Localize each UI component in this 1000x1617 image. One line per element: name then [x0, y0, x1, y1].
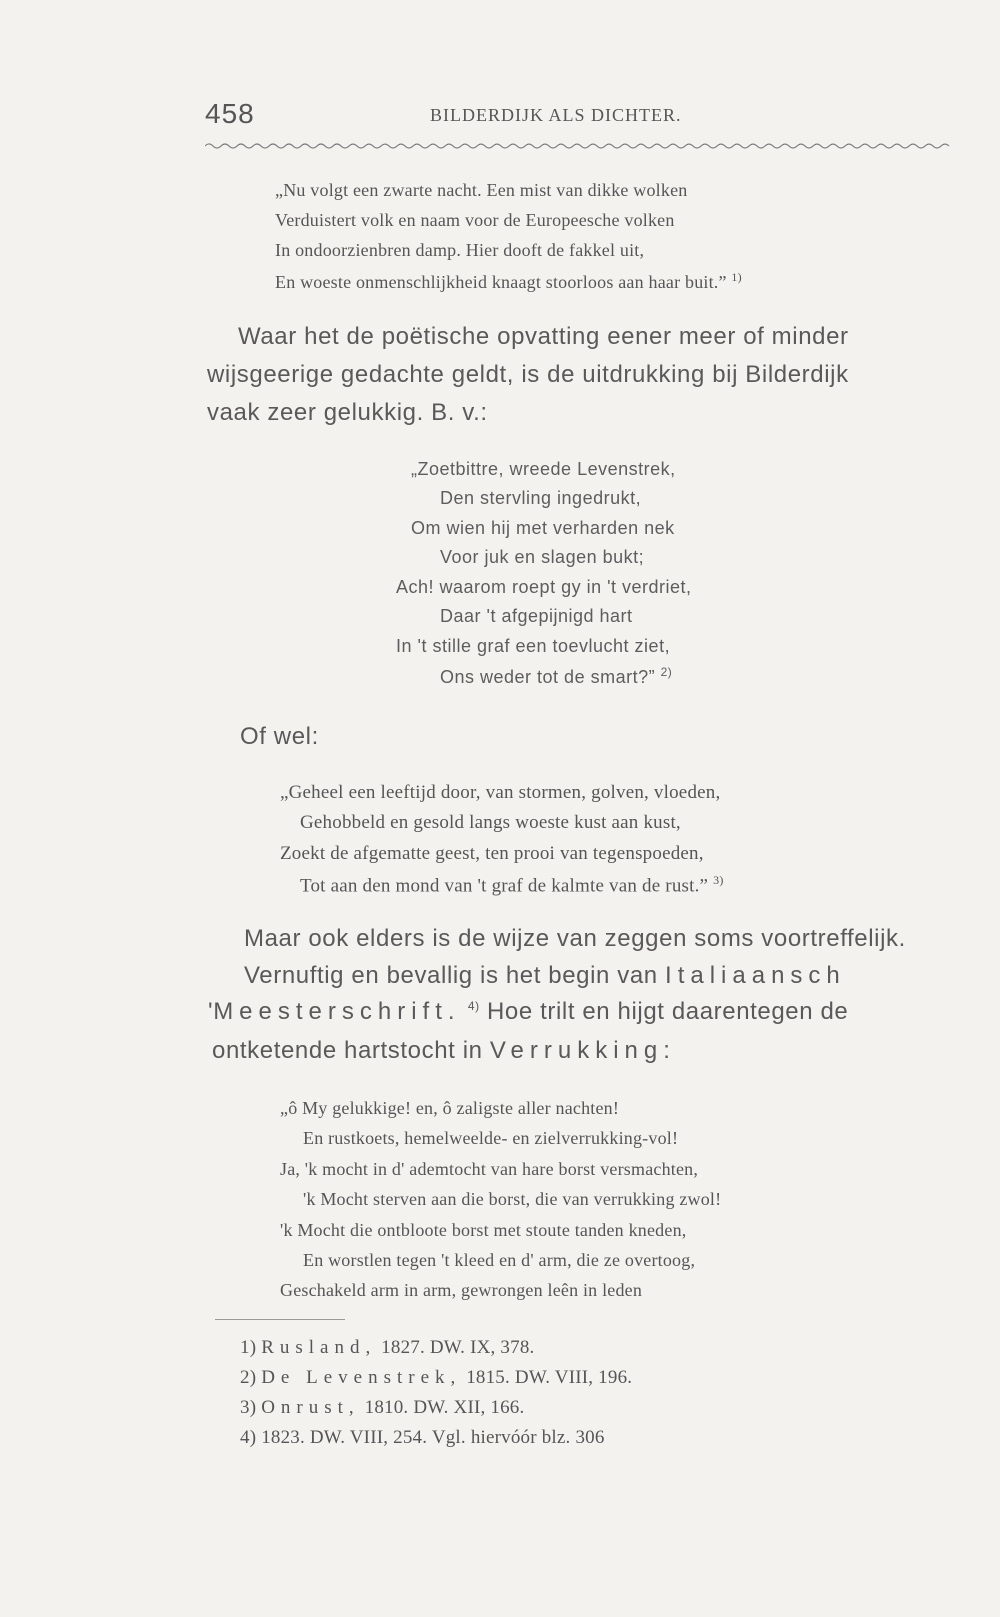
paragraph2-line-2: [244, 962, 846, 990]
footnote-rule: [215, 1319, 345, 1320]
footnote-reference: 1827. DW. IX, 378.: [381, 1337, 535, 1358]
poem2-footnote-marker: 2): [660, 665, 673, 679]
poem1-line-1: „Nu volgt een zwarte nacht. Een mist van dikke wolken: [275, 180, 688, 200]
footnote-number: 3): [240, 1397, 257, 1418]
footnote-reference: 1815. DW. VIII, 196.: [466, 1367, 633, 1388]
paragraph1-line-3: vaak zeer gelukkig. B. v.:: [207, 399, 488, 426]
footnote-reference: 1823. DW. VIII, 254. Vgl. hiervóór blz. 306: [261, 1427, 605, 1448]
scan-mark: ': [208, 998, 214, 1025]
poem1-line-4: [275, 270, 742, 293]
poem4-line-7: Geschakeld arm in arm, gewrongen leên in leden: [280, 1280, 643, 1300]
footnote-4: [240, 1427, 605, 1449]
poem2-line-3: Om wien hij met verharden nek: [411, 518, 675, 538]
poem1-line-3: In ondoorzienbren damp. Hier dooft de fakkel uit,: [275, 240, 645, 260]
poem4-line-1: „ô My gelukkige! en, ô zaligste aller nachten!: [280, 1098, 620, 1118]
poem3-footnote-marker: 3): [713, 873, 724, 887]
poem2-line-6: Daar 't afgepijnigd hart: [440, 606, 633, 626]
of-wel-label: Of wel:: [240, 723, 319, 750]
footnote-number: 1): [240, 1337, 257, 1358]
poem2-line-8-text: Ons weder tot de smart?”: [440, 667, 656, 687]
poem2-line-7: In 't stille graf een toevlucht ziet,: [396, 636, 671, 656]
paragraph2-line-4: [212, 1037, 676, 1065]
paragraph2-line-1: Maar ook elders is de wijze van zeggen soms voortreffelijk.: [244, 925, 906, 952]
poem1-line-4-text: En woeste onmenschlijkheid knaagt stoorloos aan haar buit.”: [275, 272, 727, 292]
poem4-line-5: 'k Mocht die ontbloote borst met stoute tanden kneden,: [280, 1220, 687, 1240]
verrukking-title: Verrukking:: [489, 1037, 676, 1064]
poem4-line-4: 'k Mocht sterven aan die borst, die van verrukking zwol!: [303, 1189, 722, 1209]
poem2-line-1: „Zoetbittre, wreede Levenstrek,: [411, 459, 676, 479]
poem3-line-3: Zoekt de afgematte geest, ten prooi van tegenspoeden,: [280, 843, 704, 864]
paragraph1-line-2: wijsgeerige gedachte geldt, is de uitdrukking bij Bilderdijk: [207, 361, 849, 388]
poem1-footnote-marker: 1): [731, 270, 742, 284]
poem1-line-2: Verduistert volk en naam voor de Europeesche volken: [275, 210, 675, 230]
poem3-line-4-text: Tot aan den mond van 't graf de kalmte van de rust.”: [300, 875, 709, 897]
page-number: 458: [205, 98, 255, 129]
poem3-line-4: [300, 873, 724, 897]
poem4-line-3: Ja, 'k mocht in d' ademtocht van hare borst versmachten,: [280, 1159, 699, 1179]
footnote-work-title: De Levenstrek,: [261, 1367, 462, 1388]
paragraph2-footnote-marker: 4): [467, 999, 480, 1013]
footnote-1: [240, 1337, 534, 1359]
poem3-line-2: Gehobbeld en gesold langs woeste kust aan kust,: [300, 812, 681, 833]
italiaansch-title: Italiaansch: [665, 962, 846, 989]
wavy-rule-ornament: [205, 138, 950, 152]
paragraph1-line-1: Waar het de poëtische opvatting eener meer of minder: [238, 323, 849, 350]
footnote-3: [240, 1397, 524, 1419]
poem2-line-5: Ach! waarom roept gy in 't verdriet,: [396, 577, 692, 597]
footnote-work-title: Onrust,: [261, 1397, 360, 1418]
poem4-line-6: En worstlen tegen 't kleed en d' arm, die ze overtoog,: [303, 1250, 696, 1270]
running-header-title: BILDERDIJK ALS DICHTER.: [430, 105, 682, 125]
poem3-line-1: „Geheel een leeftijd door, van stormen, golven, vloeden,: [280, 782, 721, 803]
paragraph2-line-3: [208, 998, 848, 1026]
footnote-work-title: Rusland,: [261, 1337, 377, 1358]
poem2-line-8: [440, 665, 672, 688]
paragraph2-line-2-text: Vernuftig en bevallig is het begin van: [244, 962, 658, 989]
paragraph2-line-4-text: ontketende hartstocht in: [212, 1037, 483, 1064]
footnote-2: [240, 1367, 632, 1389]
footnote-reference: 1810. DW. XII, 166.: [364, 1397, 525, 1418]
footnote-number: 4): [240, 1427, 257, 1448]
poem4-line-2: En rustkoets, hemelweelde- en zielverrukking-vol!: [303, 1128, 679, 1148]
paragraph2-line-3-text: Hoe trilt en hijgt daarentegen de: [487, 998, 849, 1025]
poem2-line-2: Den stervling ingedrukt,: [440, 488, 642, 508]
footnote-number: 2): [240, 1367, 257, 1388]
meesterschrift-title: Meesterschrift.: [213, 998, 461, 1025]
poem2-line-4: Voor juk en slagen bukt;: [440, 547, 645, 567]
